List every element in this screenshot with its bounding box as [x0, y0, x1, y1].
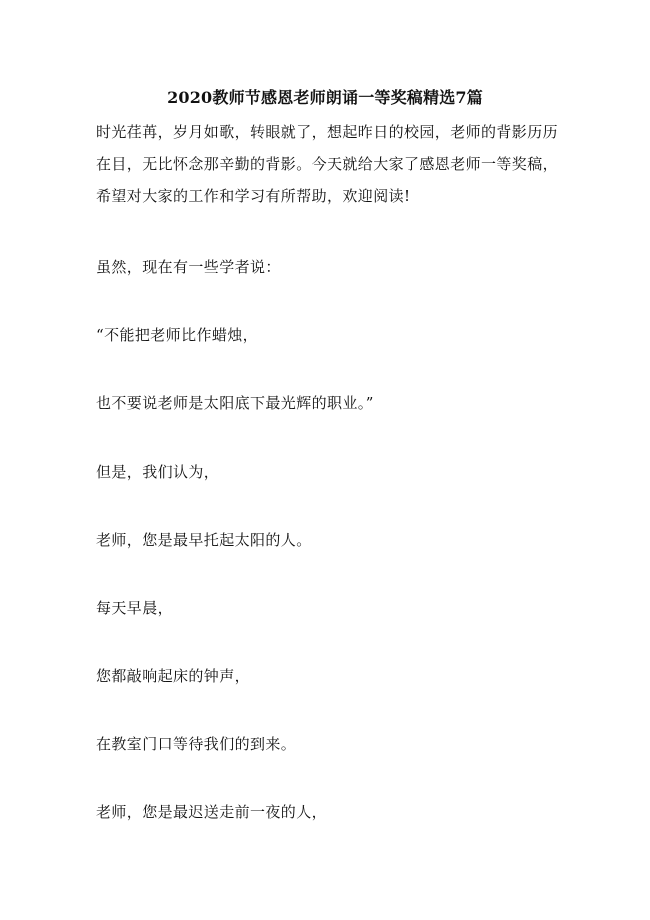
intro-paragraph: 时光荏苒，岁月如歌，转眼就了，想起昨日的校园，老师的背影历历在目，无比怀念那辛勤的背影。今天就给大家了感恩老师一等奖稿，希望对大家的工作和学习有所帮助，欢迎阅读! — [96, 123, 559, 205]
document-title: 2020教师节感恩老师朗诵一等奖稿精选7篇 — [167, 88, 483, 107]
text-line: 但是，我们认为， — [96, 463, 220, 481]
text-line: “不能把老师比作蜡烛， — [96, 326, 259, 344]
text-line: 也不要说老师是太阳底下最光辉的职业。” — [96, 394, 374, 412]
text-line: 在教室门口等待我们的到来。 — [96, 735, 297, 753]
text-line: 虽然，现在有一些学者说： — [96, 258, 281, 276]
text-line: 老师，您是最早托起太阳的人。 — [96, 531, 312, 549]
text-line: 老师，您是最迟送走前一夜的人， — [96, 803, 328, 821]
text-line: 每天早晨， — [96, 599, 174, 617]
text-line: 您都敲响起床的钟声， — [96, 667, 251, 685]
